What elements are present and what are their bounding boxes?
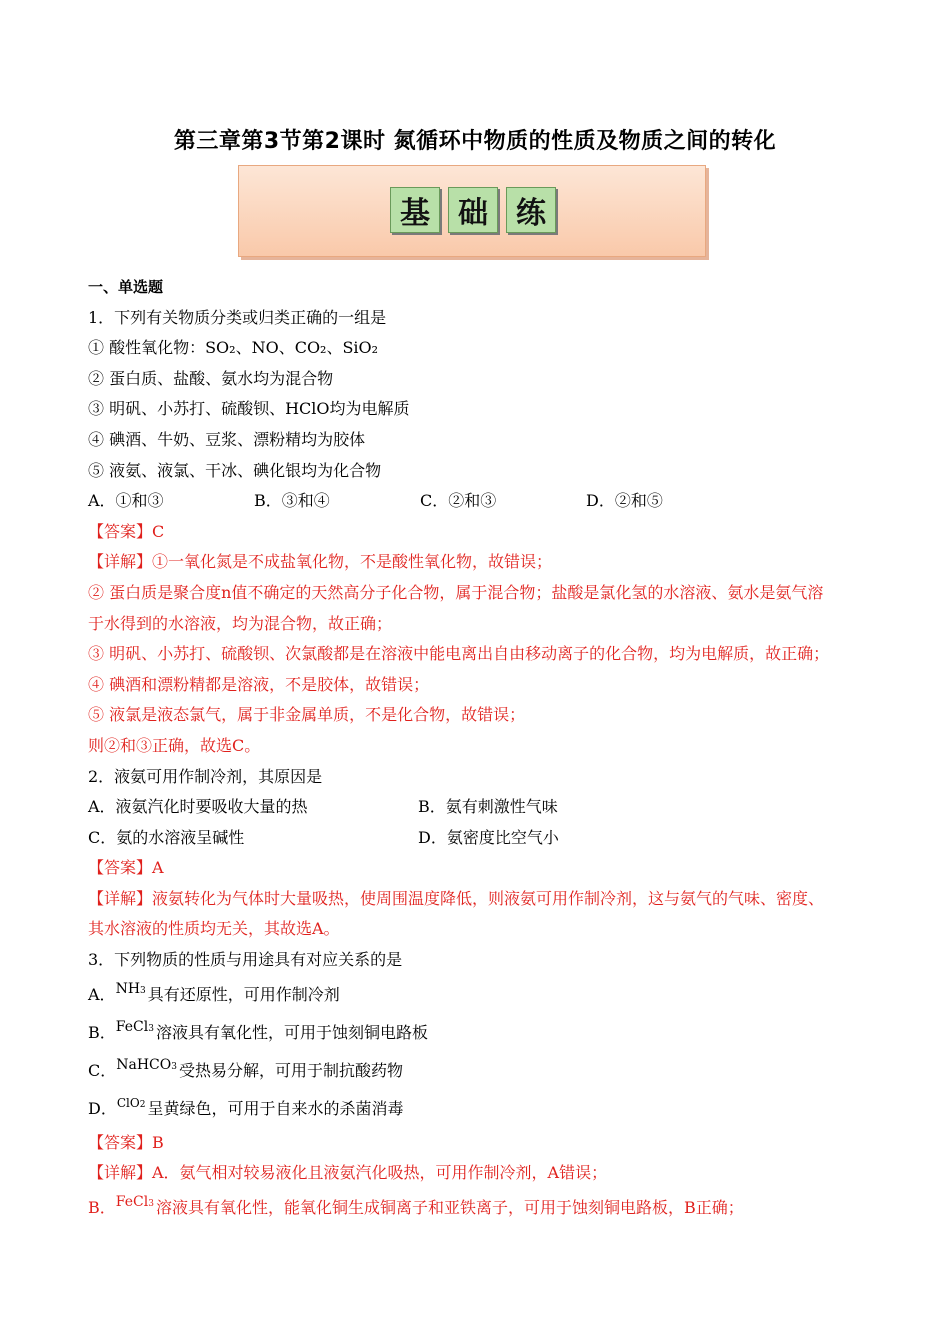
- options-row: [88, 486, 878, 517]
- analysis-line: ② 蛋白质是聚合度n值不确定的天然高分子化合物，属于混合物；盐酸是氯化氢的水溶液、氨水是氨气溶: [88, 582, 824, 602]
- question-stem: 1．下列有关物质分类或归类正确的一组是: [88, 307, 387, 327]
- option-b: [88, 1014, 878, 1052]
- option-d: [88, 1090, 878, 1128]
- option-a: A．液氨汽化时要吸收大量的热: [88, 797, 308, 817]
- chemical-formula: NH3: [115, 980, 146, 997]
- analysis-line: 于水得到的水溶液，均为混合物，故正确；: [88, 613, 393, 633]
- answer-label: 【答案】B: [88, 1132, 164, 1152]
- analysis-line: 【详解】液氨转化为气体时大量吸热，使周围温度降低，则液氨可用作制冷剂，这与氨气的气味、密度、: [88, 888, 825, 908]
- option-label: D．: [88, 1098, 117, 1118]
- answer-label: 【答案】A: [88, 858, 164, 878]
- option-b: B．③和④: [254, 491, 330, 511]
- page-title: 第三章第3节第2课时 氮循环中物质的性质及物质之间的转化: [173, 129, 777, 154]
- option-c: C．氨的水溶液呈碱性: [88, 827, 245, 847]
- statement-item: ② 蛋白质、盐酸、氨水均为混合物: [88, 368, 334, 388]
- option-d: D．氨密度比空气小: [418, 827, 559, 847]
- option-label: C．: [88, 1060, 117, 1080]
- question-stem: 2．液氨可用作制冷剂，其原因是: [88, 766, 323, 786]
- statement-item: ⑤ 液氨、液氯、干冰、碘化银均为化合物: [88, 460, 382, 480]
- banner-tile: 练: [506, 187, 556, 233]
- options-row: [88, 792, 878, 823]
- document-body: [88, 272, 878, 1227]
- options-row: [88, 823, 878, 854]
- option-text: 呈黄绿色，可用于自来水的杀菌消毒: [147, 1098, 404, 1118]
- analysis-line: 【详解】A．氨气相对较易液化且液氨汽化吸热，可用作制冷剂，A错误；: [88, 1163, 608, 1183]
- chemical-formula: ClO2: [116, 1095, 146, 1110]
- analysis-line: 其水溶液的性质均无关，其故选A。: [88, 919, 340, 939]
- option-b: B．氨有刺激性气味: [418, 797, 558, 817]
- question-stem: 3．下列物质的性质与用途具有对应关系的是: [88, 950, 403, 970]
- option-a: [88, 976, 878, 1014]
- chemical-formula: FeCl3: [115, 1018, 154, 1035]
- option-c: C．②和③: [420, 491, 497, 511]
- analysis-line: B．FeCl3 溶液具有氧化性，能氧化铜生成铜离子和亚铁离子，可用于蚀刻铜电路板，B正确；: [88, 1193, 744, 1217]
- option-label: A．: [88, 984, 116, 1004]
- banner: [238, 165, 706, 257]
- analysis-line: ④ 碘酒和漂粉精都是溶液，不是胶体，故错误；: [88, 674, 430, 694]
- chemical-formula: NaHCO3: [116, 1056, 177, 1073]
- banner-tile: 基: [390, 187, 440, 233]
- chemical-formula: FeCl3: [115, 1193, 154, 1210]
- option-text: 具有还原性，可用作制冷剂: [147, 984, 340, 1004]
- option-text: 溶液具有氧化性，可用于蚀刻铜电路板: [155, 1022, 428, 1042]
- analysis-line: ⑤ 液氯是液态氯气，属于非金属单质，不是化合物，故错误；: [88, 705, 526, 725]
- analysis-line: 【详解】①一氧化氮是不成盐氧化物，不是酸性氧化物，故错误；: [88, 552, 553, 572]
- option-text: 受热易分解，可用于制抗酸药物: [178, 1060, 403, 1080]
- statement-item: ③ 明矾、小苏打、硫酸钡、HClO均为电解质: [88, 399, 410, 419]
- statement-item: ④ 碘酒、牛奶、豆浆、漂粉精均为胶体: [88, 429, 366, 449]
- section-heading: 一、单选题: [88, 278, 164, 296]
- option-a: A．①和③: [88, 491, 164, 511]
- answer-label: 【答案】C: [88, 521, 165, 541]
- analysis-line: ③ 明矾、小苏打、硫酸钡、次氯酸都是在溶液中能电离出自由移动离子的化合物，均为电解质，故正确；: [88, 644, 830, 664]
- statement-item: ① 酸性氧化物：SO₂、NO、CO₂、SiO₂: [88, 338, 379, 358]
- option-c: [88, 1052, 878, 1090]
- option-d: D．②和⑤: [586, 491, 663, 511]
- option-label: B．: [88, 1022, 116, 1042]
- analysis-line: 则②和③正确，故选C。: [88, 735, 261, 755]
- banner-tile: 础: [448, 187, 498, 233]
